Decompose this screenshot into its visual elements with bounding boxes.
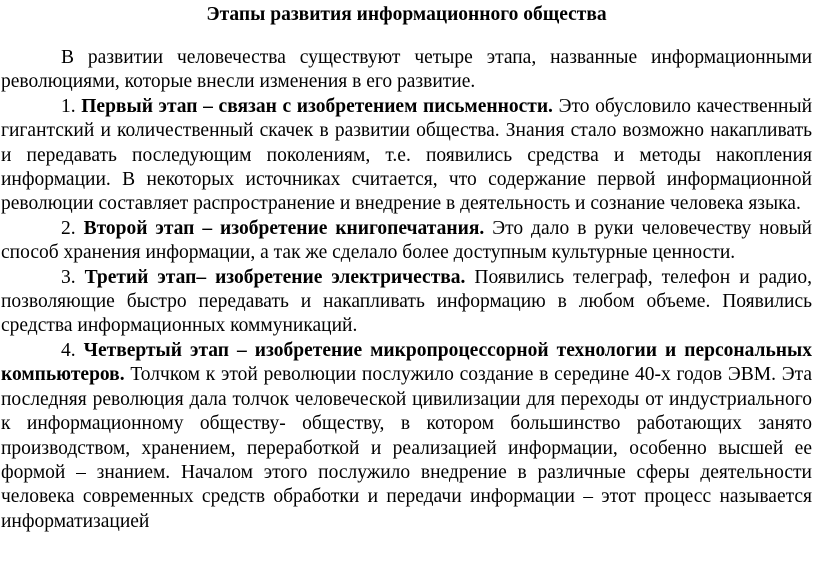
stage-4-heading: Четвертый этап – изобретение микропроцессорной технологии и персональных компьютеров.	[1, 339, 812, 386]
stage-4-body: Толчком к этой революции послужило создание в середине 40-х годов ЭВМ. Эта последняя революция дала толчок человеческой цивилизации для переходы от индустриального к информационному обществу- обществу, в котором большинство работающих занято производством, хранением, переработкой и реализацией информации, особенно высшей ее формой – знанием. Началом этого послужило внедрение в различные сферы деятельности человека современных средств обработки и передачи информации – этот процесс называется информатизацией	[1, 364, 812, 532]
stage-1-body: Это обусловило качественный гигантский и количественный скачек в развитии общества. Знания стало возможно накапливать и передавать последующим поколениям, т.е. появились средства и методы накопления информации. В некоторых источниках считается, что содержание первой информационной революции составляет распространение и внедрение в деятельность и сознание человека языка.	[1, 95, 813, 215]
stage-3-body: Появились телеграф, телефон и радио, позволяющие быстро передавать и накапливать информацию в любом объеме. Появились средства информационных коммуникаций.	[1, 266, 812, 337]
title-spacer	[1, 32, 812, 46]
stage-2-number: 2.	[61, 217, 76, 239]
stage-1-number: 1.	[61, 95, 76, 117]
stage-2-paragraph	[1, 217, 812, 266]
stage-4-paragraph	[1, 339, 812, 534]
document-title: Этапы развития информационного общества	[206, 4, 607, 25]
intro-paragraph: В развитии человечества существуют четыре этапа, названные информационными революциями, которые внесли изменения в его развитие.	[1, 47, 812, 93]
stage-3-number: 3.	[61, 266, 76, 288]
stage-4-number: 4.	[61, 339, 76, 361]
stage-3-heading: Третий этап– изобретение электричества.	[84, 266, 466, 288]
stage-3-paragraph	[1, 266, 812, 339]
stage-1-heading: Первый этап – связан с изобретением письменности.	[81, 95, 553, 117]
stage-2-heading: Второй этап – изобретение книгопечатания.	[83, 217, 485, 239]
stage-1-paragraph	[1, 95, 812, 217]
stage-2-body: Это дало в руки человечеству новый способ хранения информации, а так же сделало более доступным культурные ценности.	[1, 217, 812, 264]
